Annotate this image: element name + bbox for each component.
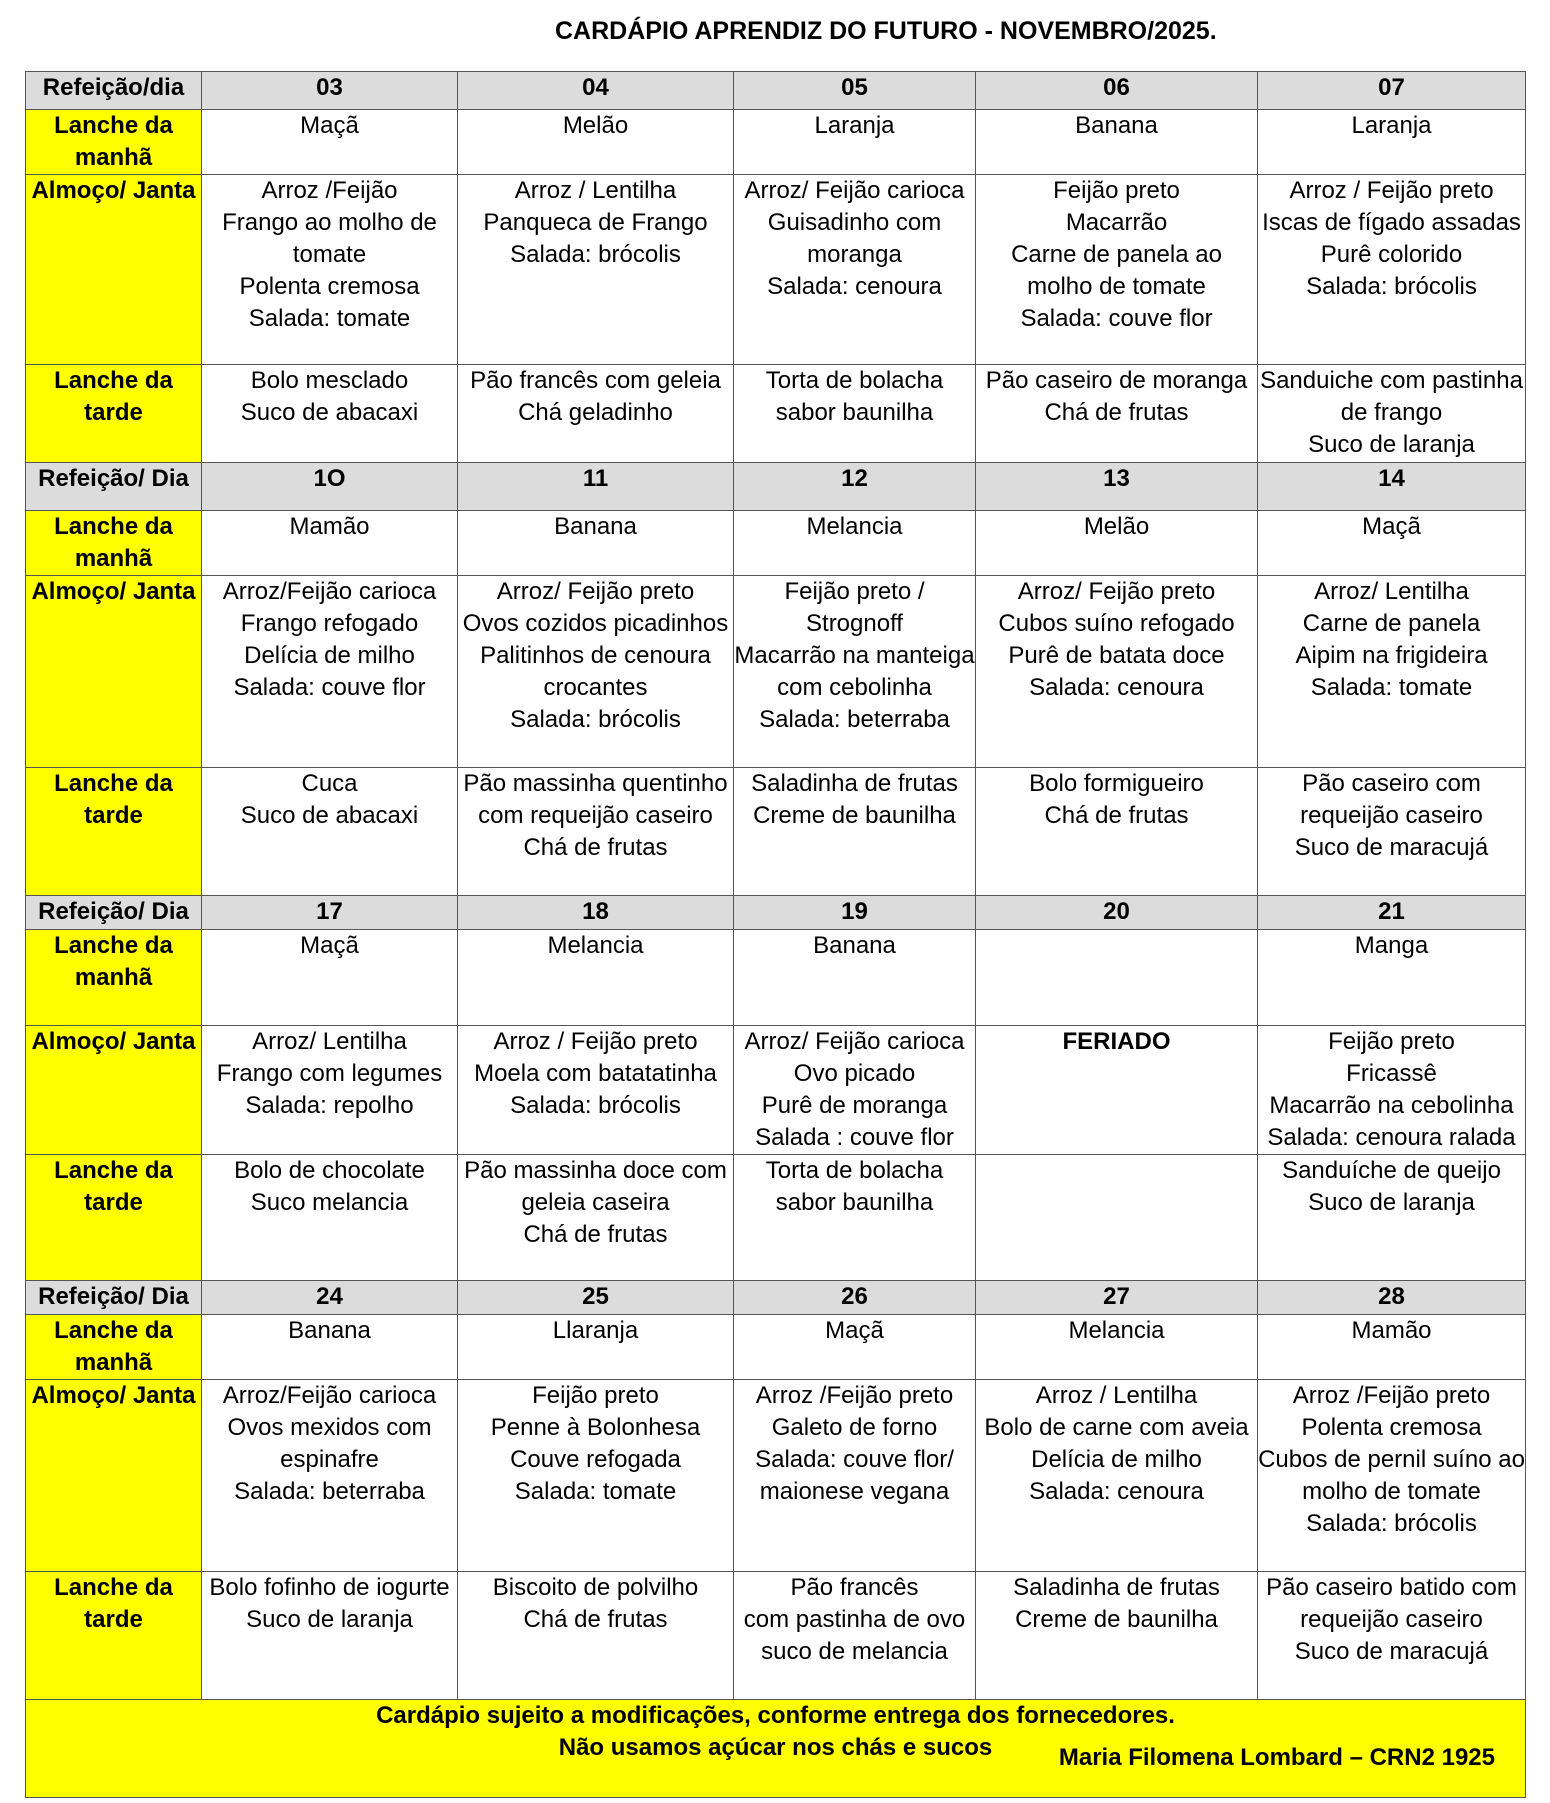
menu-cell [458,110,734,175]
meal-day-header: Refeição/ Dia [26,896,202,930]
menu-item: Guisadinho com moranga [767,209,942,268]
menu-cell [734,1026,976,1155]
menu-item: Moela com batatatinha [474,1060,717,1087]
day-number: 26 [734,1281,976,1315]
menu-cell [1258,1380,1526,1572]
menu-item: Arroz / Lentilha [1035,1382,1198,1409]
menu-item: Sanduíche de queijo [1282,1157,1501,1184]
menu-cell [202,768,458,896]
menu-cell [458,1315,734,1380]
menu-item: Feijão preto [1328,1028,1455,1055]
menu-item: Chá de frutas [1044,802,1189,829]
menu-item: Bolo mesclado [250,367,409,394]
day-number: 07 [1258,72,1526,110]
menu-item: Ovos cozidos picadinhos [462,610,729,637]
menu-item: Carne de panela ao molho de tomate [1011,241,1222,300]
menu-cell [1258,110,1526,175]
week-header-row [26,463,1526,511]
menu-item: Banana [813,932,896,959]
menu-item: Macarrão na manteiga com cebolinha [734,642,975,701]
menu-item: com pastinha de ovo [743,1606,966,1633]
day-number: 1O [202,463,458,511]
menu-item: Palitinhos de cenoura crocantes [480,642,711,701]
menu-item: Pão caseiro de moranga [985,367,1248,394]
menu-item: Panqueca de Frango [483,209,708,236]
menu-item: Ovos mexidos com espinafre [227,1414,432,1473]
menu-item: suco de melancia [761,1638,948,1665]
day-number: 21 [1258,896,1526,930]
menu-item: Saladinha de frutas [1013,1574,1220,1601]
menu-item: Purê colorido [1320,241,1463,268]
menu-item: Fricassê [1346,1060,1437,1087]
menu-table [25,71,1526,1798]
meal-day-header: Refeição/ Dia [26,463,202,511]
menu-item: Manga [1354,932,1429,959]
meal-label: Lanche da manhã [26,110,202,175]
menu-item: Saladinha de frutas [751,770,958,797]
menu-cell [458,1155,734,1281]
menu-cell [202,1026,458,1155]
menu-cell [202,1155,458,1281]
menu-cell [976,511,1258,576]
menu-item: Salada: couve flor [233,674,426,701]
menu-item: Banana [554,513,637,540]
meal-label: Almoço/ Janta [26,1026,202,1155]
menu-item: Pão francês [790,1574,919,1601]
menu-item: Creme de baunilha [1015,1606,1218,1633]
menu-cell [458,365,734,463]
menu-item: Suco de maracujá [1294,834,1489,861]
menu-item: Frango com legumes [216,1060,443,1087]
menu-item: Salada: cenoura [1029,1478,1204,1505]
menu-item: Salada: brócolis [510,241,681,268]
lunch-dinner-row [26,576,1526,768]
menu-item: Llaranja [552,1317,639,1344]
meal-label: Lanche da manhã [26,511,202,576]
menu-cell [734,110,976,175]
morning-snack-row [26,930,1526,1026]
menu-item: Melão [1083,513,1150,540]
menu-cell [976,175,1258,365]
week-header-row [26,1281,1526,1315]
menu-cell [734,1315,976,1380]
menu-item: Chá de frutas [523,834,668,861]
menu-cell [458,511,734,576]
menu-cell [1258,930,1526,1026]
day-number: 19 [734,896,976,930]
menu-item: Melancia [1068,1317,1165,1344]
menu-item: Carne de panela [1302,610,1481,637]
menu-item: Purê de moranga [761,1092,948,1119]
menu-cell [1258,768,1526,896]
menu-item: Salada: brócolis [1306,1510,1477,1537]
menu-cell [1258,1155,1526,1281]
menu-item: Suco de laranja [1308,1189,1475,1216]
menu-cell [458,175,734,365]
menu-cell [458,1026,734,1155]
menu-item: Pão massinha quentinho com requeijão caseiro [463,770,728,829]
menu-item: Arroz / Feijão preto [493,1028,698,1055]
week-header-row [26,896,1526,930]
menu-cell [976,110,1258,175]
menu-item: Arroz / Lentilha [514,177,677,204]
menu-item: Arroz /Feijão preto [755,1382,954,1409]
menu-cell [202,365,458,463]
menu-item: Melancia [547,932,644,959]
menu-item: Chá de frutas [523,1606,668,1633]
menu-cell [1258,1572,1526,1700]
menu-item: Maçã [825,1317,884,1344]
menu-item: Salada: couve flor/ maionese vegana [755,1446,954,1505]
menu-item: Aipim na frigideira [1295,642,1488,669]
menu-item: Salada: tomate [1310,674,1473,701]
day-number: 06 [976,72,1258,110]
menu-item: Mamão [289,513,370,540]
menu-cell [458,930,734,1026]
day-number: 27 [976,1281,1258,1315]
meal-label: Lanche da tarde [26,365,202,463]
menu-item: Frango refogado [240,610,419,637]
menu-item: requeijão caseiro [1300,1606,1483,1633]
menu-item: Cubos suíno refogado [998,610,1235,637]
menu-item: Chá geladinho [518,399,673,426]
menu-cell [976,1572,1258,1700]
morning-snack-row [26,1315,1526,1380]
menu-item: Salada: cenoura [1029,674,1204,701]
menu-item: Feijão preto / [784,578,925,605]
menu-item: Arroz/ Lentilha [1314,578,1469,605]
menu-item: Arroz /Feijão [261,177,398,204]
menu-cell [734,1572,976,1700]
meal-day-header: Refeição/ Dia [26,1281,202,1315]
day-number: 05 [734,72,976,110]
menu-item: Cubos de pernil suíno ao molho de tomate [1258,1446,1525,1505]
menu-item: Arroz / Feijão preto [1289,177,1494,204]
meal-label: Lanche da tarde [26,768,202,896]
lunch-dinner-row [26,1026,1526,1155]
menu-item: Suco de abacaxi [240,399,419,426]
menu-cell [734,576,976,768]
page-title: CARDÁPIO APRENDIZ DO FUTURO - NOVEMBRO/2025. [555,17,1217,45]
meal-day-header: Refeição/dia [26,72,202,110]
menu-item: Polenta cremosa [1301,1414,1482,1441]
footer-note-sugar: Não usamos açúcar nos chás e sucos [558,1734,993,1761]
menu-item: Chá de frutas [523,1221,668,1248]
day-number: 11 [458,463,734,511]
menu-item: Salada: cenoura ralada [1267,1124,1516,1151]
menu-cell [1258,1315,1526,1380]
menu-item: Iscas de fígado assadas [1262,209,1521,236]
menu-item: Macarrão [1065,209,1168,236]
menu-cell [202,1572,458,1700]
meal-label: Almoço/ Janta [26,1380,202,1572]
menu-item: Penne à Bolonhesa [490,1414,701,1441]
menu-cell [734,1155,976,1281]
menu-item: Torta de bolacha sabor baunilha [765,367,944,426]
menu-item: Maçã [300,932,359,959]
menu-cell [202,930,458,1026]
lunch-dinner-row [26,1380,1526,1572]
menu-cell [202,175,458,365]
meal-label: Almoço/ Janta [26,576,202,768]
menu-cell [202,1380,458,1572]
day-number: 03 [202,72,458,110]
menu-cell [1258,1026,1526,1155]
morning-snack-row [26,110,1526,175]
menu-item: Maçã [300,112,359,139]
day-number: 14 [1258,463,1526,511]
menu-item: Maçã [1362,513,1421,540]
menu-item: Salada: beterraba [759,706,950,733]
menu-cell [1258,175,1526,365]
menu-item: Feijão preto [1053,177,1180,204]
footer-note [26,1700,1526,1798]
menu-item: Mamão [1351,1317,1432,1344]
afternoon-snack-row [26,768,1526,896]
morning-snack-row [26,511,1526,576]
menu-cell [458,576,734,768]
menu-cell [976,768,1258,896]
menu-item: Bolo formigueiro [1029,770,1204,797]
menu-item: Salada : couve flor [755,1124,954,1151]
menu-cell [734,511,976,576]
menu-item: Salada: tomate [248,305,411,332]
menu-item: Salada: tomate [514,1478,677,1505]
day-number: 20 [976,896,1258,930]
meal-label: Lanche da tarde [26,1155,202,1281]
menu-item: Banana [288,1317,371,1344]
menu-item: Delícia de milho [244,642,415,669]
afternoon-snack-row [26,365,1526,463]
menu-item: Biscoito de polvilho [492,1574,699,1601]
menu-item: Melão [562,112,629,139]
menu-item: Polenta cremosa [239,273,420,300]
menu-cell [1258,576,1526,768]
menu-cell [1258,365,1526,463]
meal-label: Lanche da manhã [26,930,202,1026]
day-number: 24 [202,1281,458,1315]
menu-item: Salada: brócolis [510,1092,681,1119]
meal-label: Almoço/ Janta [26,175,202,365]
menu-cell [202,511,458,576]
menu-cell [976,1155,1258,1281]
menu-item: Bolo fofinho de iogurte [209,1574,450,1601]
menu-item: Bolo de chocolate [234,1157,425,1184]
menu-item: Salada: cenoura [767,273,942,300]
menu-item: Arroz/ Feijão carioca [744,1028,965,1055]
day-number: 18 [458,896,734,930]
day-number: 28 [1258,1281,1526,1315]
menu-item: Feijão preto [532,1382,659,1409]
day-number: 25 [458,1281,734,1315]
menu-item: Salada: beterraba [234,1478,425,1505]
menu-item: Chá de frutas [1044,399,1189,426]
menu-item: Banana [1075,112,1158,139]
menu-item: Strognoff [806,610,903,637]
menu-cell [734,1380,976,1572]
menu-item: Salada: couve flor [1020,305,1213,332]
meal-label: Lanche da tarde [26,1572,202,1700]
menu-cell [202,576,458,768]
menu-item: Pão massinha doce com geleia caseira [464,1157,727,1216]
menu-item: Cuca [301,770,358,797]
footer-note-changes: Cardápio sujeito a modificações, conforme entrega dos fornecedores. [376,1702,1175,1729]
menu-item: Arroz /Feijão preto [1292,1382,1491,1409]
afternoon-snack-row [26,1155,1526,1281]
menu-item: Purê de batata doce [1008,642,1225,669]
week-header-row [26,72,1526,110]
day-number: 04 [458,72,734,110]
holiday-label: FERIADO [1062,1028,1171,1055]
menu-item: Frango ao molho de tomate [222,209,437,268]
menu-item: Suco de laranja [246,1606,413,1633]
menu-cell [734,175,976,365]
day-number: 17 [202,896,458,930]
menu-item: Arroz/ Feijão preto [496,578,695,605]
menu-cell [976,365,1258,463]
menu-item: Pão caseiro batido com [1266,1574,1517,1601]
menu-cell [976,1315,1258,1380]
menu-item: Laranja [1351,112,1432,139]
menu-cell [734,768,976,896]
menu-item: Galeto de forno [771,1414,938,1441]
menu-cell [202,1315,458,1380]
menu-item: Suco melancia [250,1189,409,1216]
menu-item: Salada: brócolis [1306,273,1477,300]
menu-cell [458,768,734,896]
menu-item: Salada: brócolis [510,706,681,733]
menu-cell [976,930,1258,1026]
day-number: 12 [734,463,976,511]
menu-item: Arroz/ Feijão carioca [744,177,965,204]
menu-item: Salada: repolho [245,1092,414,1119]
menu-item: Pão caseiro com requeijão caseiro [1300,770,1483,829]
menu-cell [202,110,458,175]
menu-item: Creme de baunilha [753,802,956,829]
menu-cell [734,365,976,463]
menu-item: Suco de maracujá [1294,1638,1489,1665]
menu-item: Arroz/ Feijão preto [1017,578,1216,605]
menu-item: Bolo de carne com aveia [984,1414,1249,1441]
menu-item: Suco de abacaxi [240,802,419,829]
menu-item: Pão francês com geleia [470,367,721,394]
day-number: 13 [976,463,1258,511]
afternoon-snack-row [26,1572,1526,1700]
menu-item: Laranja [814,112,895,139]
menu-cell [1258,511,1526,576]
lunch-dinner-row [26,175,1526,365]
holiday-cell [976,1026,1258,1155]
menu-item: Melancia [806,513,903,540]
menu-item: Macarrão na cebolinha [1269,1092,1514,1119]
menu-item: Sanduiche com pastinha de frango [1260,367,1523,426]
menu-cell [458,1572,734,1700]
menu-cell [734,930,976,1026]
menu-item: Couve refogada [510,1446,681,1473]
menu-item: Suco de laranja [1308,431,1475,458]
menu-item: Arroz/Feijão carioca [222,1382,437,1409]
menu-item: Delícia de milho [1031,1446,1202,1473]
meal-label: Lanche da manhã [26,1315,202,1380]
menu-cell [976,576,1258,768]
menu-item: Ovo picado [793,1060,916,1087]
menu-cell [458,1380,734,1572]
menu-cell [976,1380,1258,1572]
menu-item: Arroz/ Lentilha [252,1028,407,1055]
nutritionist-signature: Maria Filomena Lombard – CRN2 1925 [1058,1744,1495,1771]
menu-item: Torta de bolacha sabor baunilha [765,1157,944,1216]
menu-item: Arroz/Feijão carioca [222,578,437,605]
